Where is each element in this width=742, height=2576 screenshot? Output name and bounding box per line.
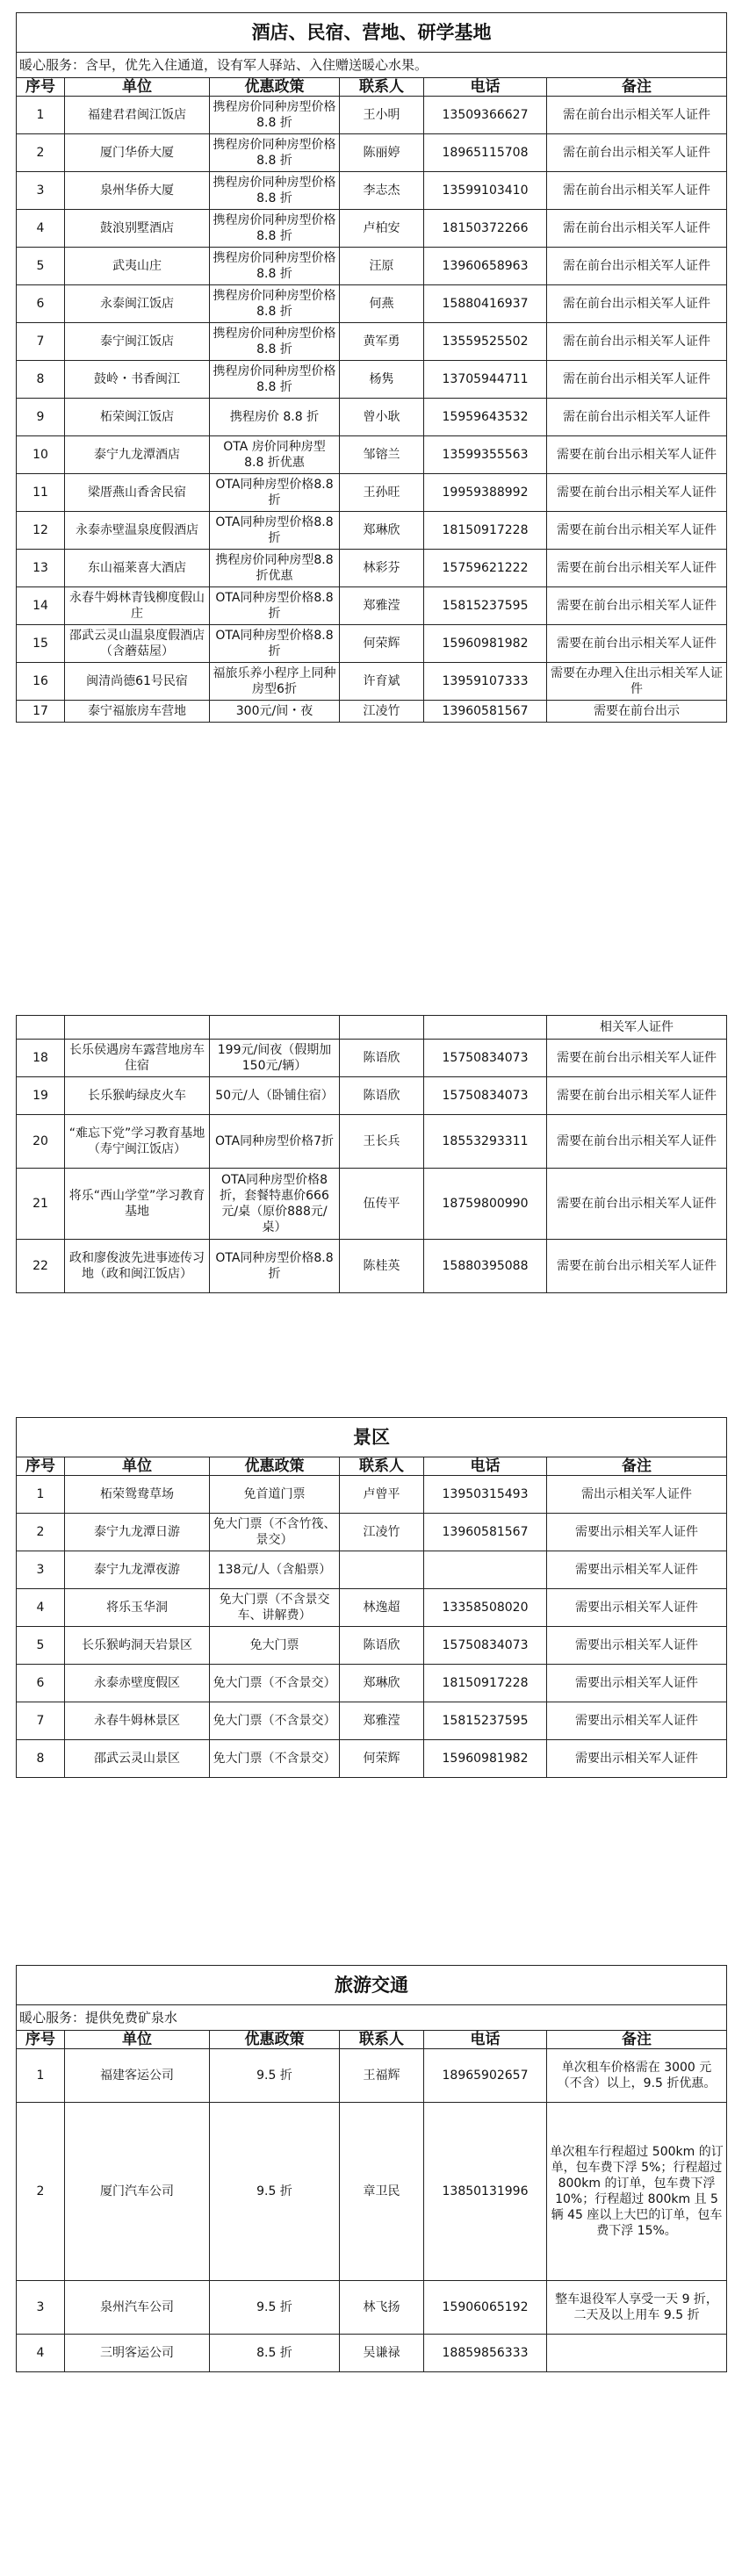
phone-cell: 15880416937 bbox=[424, 285, 547, 323]
remark-cell: 需要在前台出示相关军人证件 bbox=[547, 512, 727, 550]
phone-cell: 13960658963 bbox=[424, 248, 547, 285]
index-cell: 5 bbox=[17, 1627, 65, 1665]
policy-cell: 携程房价同种房型价格 8.8 折 bbox=[210, 248, 340, 285]
scenic-table bbox=[16, 1417, 727, 1778]
scenic-header-row bbox=[17, 1457, 727, 1476]
col-header-phone: 电话 bbox=[424, 78, 547, 97]
table-row bbox=[17, 550, 727, 587]
policy-cell: 携程房价同种房型价格 8.8 折 bbox=[210, 210, 340, 248]
index-cell: 7 bbox=[17, 323, 65, 361]
index-cell: 18 bbox=[17, 1040, 65, 1077]
hotels-title: 酒店、民宿、营地、研学基地 bbox=[17, 13, 727, 53]
remark-cell bbox=[547, 2335, 727, 2372]
index-cell: 2 bbox=[17, 1514, 65, 1551]
policy-cell: OTA同种房型价格8.8折 bbox=[210, 512, 340, 550]
remark-cell: 需在前台出示相关军人证件 bbox=[547, 399, 727, 436]
table-row bbox=[17, 1514, 727, 1551]
table-row bbox=[17, 399, 727, 436]
unit-cell: 将乐“西山学堂”学习教育基地 bbox=[65, 1169, 210, 1240]
phone-cell: 15750834073 bbox=[424, 1077, 547, 1115]
policy-cell: 50元/人（卧铺住宿） bbox=[210, 1077, 340, 1115]
continued-remark-cell: 相关军人证件 bbox=[547, 1016, 727, 1040]
phone-cell: 13559525502 bbox=[424, 323, 547, 361]
index-cell: 5 bbox=[17, 248, 65, 285]
remark-cell: 需要在前台出示相关军人证件 bbox=[547, 1169, 727, 1240]
col-header-remark: 备注 bbox=[547, 2031, 727, 2049]
index-cell: 2 bbox=[17, 2103, 65, 2281]
table-row bbox=[17, 436, 727, 474]
unit-cell: 泰宁福旅房车营地 bbox=[65, 701, 210, 723]
unit-cell: 厦门华侨大厦 bbox=[65, 134, 210, 172]
phone-cell: 13850131996 bbox=[424, 2103, 547, 2281]
remark-cell: 需要在前台出示相关军人证件 bbox=[547, 436, 727, 474]
index-cell: 21 bbox=[17, 1169, 65, 1240]
phone-cell: 13509366627 bbox=[424, 97, 547, 134]
unit-cell: 柘荣鸳鸯草场 bbox=[65, 1476, 210, 1514]
table-row bbox=[17, 1740, 727, 1778]
remark-cell: 需在前台出示相关军人证件 bbox=[547, 134, 727, 172]
table-row bbox=[17, 1589, 727, 1627]
phone-cell: 15959643532 bbox=[424, 399, 547, 436]
col-header-index: 序号 bbox=[17, 78, 65, 97]
phone-cell: 15815237595 bbox=[424, 587, 547, 625]
contact-cell: 汪原 bbox=[340, 248, 424, 285]
unit-cell: 政和廖俊波先进事迹传习地（政和闽江饭店） bbox=[65, 1240, 210, 1293]
phone-cell: 15750834073 bbox=[424, 1040, 547, 1077]
remark-cell: 整车退役军人享受一天 9 折，二天及以上用车 9.5 折 bbox=[547, 2281, 727, 2335]
col-header-remark: 备注 bbox=[547, 1457, 727, 1476]
contact-cell: 吴谦禄 bbox=[340, 2335, 424, 2372]
policy-cell: OTA同种房型价格8.8折 bbox=[210, 1240, 340, 1293]
remark-cell: 需要在前台出示相关军人证件 bbox=[547, 1040, 727, 1077]
index-cell: 1 bbox=[17, 2049, 65, 2103]
phone-cell: 15880395088 bbox=[424, 1240, 547, 1293]
hotels-table-continued bbox=[16, 1015, 727, 1293]
unit-cell: 闽清尚德61号民宿 bbox=[65, 663, 210, 701]
policy-cell: OTA同种房型价格8.8折 bbox=[210, 474, 340, 512]
policy-cell: OTA同种房型价格7折 bbox=[210, 1115, 340, 1169]
col-header-unit: 单位 bbox=[65, 78, 210, 97]
index-cell: 7 bbox=[17, 1702, 65, 1740]
index-cell: 17 bbox=[17, 701, 65, 723]
contact-cell: 江凌竹 bbox=[340, 701, 424, 723]
remark-cell: 需要出示相关军人证件 bbox=[547, 1702, 727, 1740]
policy-cell: 138元/人（含船票） bbox=[210, 1551, 340, 1589]
index-cell: 1 bbox=[17, 97, 65, 134]
phone-cell: 15759621222 bbox=[424, 550, 547, 587]
hotels-note: 暖心服务：含早，优先入住通道，设有军人驿站、入住赠送暖心水果。 bbox=[17, 53, 727, 78]
index-cell: 15 bbox=[17, 625, 65, 663]
col-header-phone: 电话 bbox=[424, 2031, 547, 2049]
transport-title: 旅游交通 bbox=[17, 1966, 727, 2005]
contact-cell: 章卫民 bbox=[340, 2103, 424, 2281]
index-cell: 10 bbox=[17, 436, 65, 474]
policy-cell: OTA同种房型价格8折，套餐特惠价666元/桌（原价888元/桌） bbox=[210, 1169, 340, 1240]
remark-cell: 需在前台出示相关军人证件 bbox=[547, 323, 727, 361]
unit-cell: 永泰赤壁度假区 bbox=[65, 1665, 210, 1702]
policy-cell: 携程房价 8.8 折 bbox=[210, 399, 340, 436]
unit-cell: 福建客运公司 bbox=[65, 2049, 210, 2103]
policy-cell: 福旅乐养小程序上同种房型6折 bbox=[210, 663, 340, 701]
phone-cell: 15815237595 bbox=[424, 1702, 547, 1740]
unit-cell: 东山福莱喜大酒店 bbox=[65, 550, 210, 587]
policy-cell: 免大门票（不含景交） bbox=[210, 1740, 340, 1778]
contact-cell: 何荣辉 bbox=[340, 1740, 424, 1778]
index-cell: 6 bbox=[17, 285, 65, 323]
table-row bbox=[17, 1016, 727, 1040]
unit-cell: 长乐猴屿绿皮火车 bbox=[65, 1077, 210, 1115]
col-header-contact: 联系人 bbox=[340, 2031, 424, 2049]
unit-cell: 泉州华侨大厦 bbox=[65, 172, 210, 210]
table-row bbox=[17, 172, 727, 210]
remark-cell: 需要在前台出示相关军人证件 bbox=[547, 1115, 727, 1169]
remark-cell: 需要在前台出示相关军人证件 bbox=[547, 550, 727, 587]
table-row bbox=[17, 1040, 727, 1077]
index-cell: 4 bbox=[17, 1589, 65, 1627]
unit-cell: 梁厝燕山香舍民宿 bbox=[65, 474, 210, 512]
contact-cell: 杨隽 bbox=[340, 361, 424, 399]
contact-cell: 王福辉 bbox=[340, 2049, 424, 2103]
remark-cell: 单次租车价格需在 3000 元（不含）以上，9.5 折优惠。 bbox=[547, 2049, 727, 2103]
transport-table bbox=[16, 1965, 727, 2372]
index-cell: 20 bbox=[17, 1115, 65, 1169]
contact-cell: 伍传平 bbox=[340, 1169, 424, 1240]
scenic-title: 景区 bbox=[17, 1418, 727, 1457]
policy-cell: 199元/间夜（假期加150元/辆） bbox=[210, 1040, 340, 1077]
contact-cell: 王孙旺 bbox=[340, 474, 424, 512]
policy-cell: 300元/间・夜 bbox=[210, 701, 340, 723]
policy-cell: 9.5 折 bbox=[210, 2103, 340, 2281]
col-header-index: 序号 bbox=[17, 2031, 65, 2049]
index-cell: 22 bbox=[17, 1240, 65, 1293]
remark-cell: 需要出示相关军人证件 bbox=[547, 1551, 727, 1589]
table-row bbox=[17, 474, 727, 512]
phone-cell: 13959107333 bbox=[424, 663, 547, 701]
phone-cell: 18150917228 bbox=[424, 512, 547, 550]
contact-cell: 郑雅滢 bbox=[340, 587, 424, 625]
unit-cell: 福建君君闽江饭店 bbox=[65, 97, 210, 134]
phone-cell bbox=[424, 1551, 547, 1589]
remark-cell: 需要出示相关军人证件 bbox=[547, 1589, 727, 1627]
policy-cell: 免大门票（不含景交） bbox=[210, 1702, 340, 1740]
phone-cell: 13599355563 bbox=[424, 436, 547, 474]
col-header-unit: 单位 bbox=[65, 1457, 210, 1476]
remark-cell: 需要在前台出示相关军人证件 bbox=[547, 587, 727, 625]
index-cell: 3 bbox=[17, 2281, 65, 2335]
remark-cell: 需在前台出示相关军人证件 bbox=[547, 97, 727, 134]
policy-cell: OTA同种房型价格8.8折 bbox=[210, 587, 340, 625]
remark-cell: 需在前台出示相关军人证件 bbox=[547, 210, 727, 248]
remark-cell: 需要在办理入住出示相关军人证件 bbox=[547, 663, 727, 701]
contact-cell: 林彩芬 bbox=[340, 550, 424, 587]
remark-cell: 需要出示相关军人证件 bbox=[547, 1665, 727, 1702]
index-cell: 4 bbox=[17, 210, 65, 248]
policy-cell: 携程房价同种房型价格 8.8 折 bbox=[210, 285, 340, 323]
index-cell: 2 bbox=[17, 134, 65, 172]
unit-cell: 永泰赤壁温泉度假酒店 bbox=[65, 512, 210, 550]
phone-cell: 18965115708 bbox=[424, 134, 547, 172]
table-row bbox=[17, 1627, 727, 1665]
remark-cell: 需出示相关军人证件 bbox=[547, 1476, 727, 1514]
table-row bbox=[17, 2049, 727, 2103]
index-cell: 8 bbox=[17, 1740, 65, 1778]
index-cell: 14 bbox=[17, 587, 65, 625]
contact-cell: 何燕 bbox=[340, 285, 424, 323]
policy-cell: 9.5 折 bbox=[210, 2049, 340, 2103]
table-row bbox=[17, 323, 727, 361]
col-header-policy: 优惠政策 bbox=[210, 78, 340, 97]
phone-cell: 18150372266 bbox=[424, 210, 547, 248]
contact-cell: 卢曾平 bbox=[340, 1476, 424, 1514]
table-row bbox=[17, 587, 727, 625]
index-cell: 12 bbox=[17, 512, 65, 550]
unit-cell: 邵武云灵山景区 bbox=[65, 1740, 210, 1778]
table-row bbox=[17, 2281, 727, 2335]
contact-cell: 陈语欣 bbox=[340, 1040, 424, 1077]
hotels-table bbox=[16, 12, 727, 723]
table-row bbox=[17, 361, 727, 399]
table-row bbox=[17, 1702, 727, 1740]
unit-cell: 长乐猴屿洞天岩景区 bbox=[65, 1627, 210, 1665]
phone-cell: 13599103410 bbox=[424, 172, 547, 210]
phone-cell: 15906065192 bbox=[424, 2281, 547, 2335]
phone-cell: 18759800990 bbox=[424, 1169, 547, 1240]
col-header-contact: 联系人 bbox=[340, 1457, 424, 1476]
policy-cell: OTA同种房型价格8.8折 bbox=[210, 625, 340, 663]
transport-header-row bbox=[17, 2031, 727, 2049]
table-row bbox=[17, 285, 727, 323]
remark-cell: 需在前台出示相关军人证件 bbox=[547, 248, 727, 285]
phone-cell: 18150917228 bbox=[424, 1665, 547, 1702]
index-cell: 3 bbox=[17, 1551, 65, 1589]
contact-cell: 李志杰 bbox=[340, 172, 424, 210]
table-row bbox=[17, 1169, 727, 1240]
col-header-policy: 优惠政策 bbox=[210, 1457, 340, 1476]
col-header-phone: 电话 bbox=[424, 1457, 547, 1476]
unit-cell: “难忘下党”学习教育基地（寿宁闽江饭店） bbox=[65, 1115, 210, 1169]
contact-cell: 王长兵 bbox=[340, 1115, 424, 1169]
unit-cell: 泰宁闽江饭店 bbox=[65, 323, 210, 361]
unit-cell: 鼓岭・书香闽江 bbox=[65, 361, 210, 399]
table-row bbox=[17, 1476, 727, 1514]
phone-cell: 15750834073 bbox=[424, 1627, 547, 1665]
unit-cell: 鼓浪别墅酒店 bbox=[65, 210, 210, 248]
unit-cell: 柘荣闽江饭店 bbox=[65, 399, 210, 436]
phone-cell: 15960981982 bbox=[424, 625, 547, 663]
contact-cell: 林逸超 bbox=[340, 1589, 424, 1627]
index-cell: 11 bbox=[17, 474, 65, 512]
policy-cell: 免大门票 bbox=[210, 1627, 340, 1665]
unit-cell: 泰宁九龙潭酒店 bbox=[65, 436, 210, 474]
contact-cell: 黄军勇 bbox=[340, 323, 424, 361]
policy-cell: 免大门票（不含竹筏、景交） bbox=[210, 1514, 340, 1551]
remark-cell: 需在前台出示相关军人证件 bbox=[547, 285, 727, 323]
contact-cell: 陈桂英 bbox=[340, 1240, 424, 1293]
contact-cell: 郑琳欣 bbox=[340, 512, 424, 550]
policy-cell: 携程房价同种房型价格 8.8 折 bbox=[210, 323, 340, 361]
table-row bbox=[17, 2335, 727, 2372]
unit-cell: 邵武云灵山温泉度假酒店（含蘑菇屋） bbox=[65, 625, 210, 663]
contact-cell: 江凌竹 bbox=[340, 1514, 424, 1551]
policy-cell: 8.5 折 bbox=[210, 2335, 340, 2372]
hotels-header-row bbox=[17, 78, 727, 97]
contact-cell: 陈语欣 bbox=[340, 1077, 424, 1115]
index-cell: 9 bbox=[17, 399, 65, 436]
unit-cell: 将乐玉华洞 bbox=[65, 1589, 210, 1627]
table-row bbox=[17, 1665, 727, 1702]
policy-cell: 携程房价同种房型价格 8.8 折 bbox=[210, 134, 340, 172]
table-row bbox=[17, 2103, 727, 2281]
remark-cell: 单次租车行程超过 500km 的订单，包车费下浮 5%；行程超过 800km 的订单，包车费下浮 10%；行程超过 800km 且 5 辆 45 座以上大巴的订单，包车费下浮 15%。 bbox=[547, 2103, 727, 2281]
remark-cell: 需要在前台出示 bbox=[547, 701, 727, 723]
contact-cell: 郑琳欣 bbox=[340, 1665, 424, 1702]
table-row bbox=[17, 1115, 727, 1169]
contact-cell: 陈语欣 bbox=[340, 1627, 424, 1665]
contact-cell: 林飞扬 bbox=[340, 2281, 424, 2335]
phone-cell: 13358508020 bbox=[424, 1589, 547, 1627]
contact-cell: 郑雅滢 bbox=[340, 1702, 424, 1740]
index-cell: 16 bbox=[17, 663, 65, 701]
phone-cell: 18859856333 bbox=[424, 2335, 547, 2372]
contact-cell: 许育斌 bbox=[340, 663, 424, 701]
table-row bbox=[17, 210, 727, 248]
policy-cell: 携程房价同种房型价格 8.8 折 bbox=[210, 97, 340, 134]
contact-cell: 曾小耿 bbox=[340, 399, 424, 436]
remark-cell: 需在前台出示相关军人证件 bbox=[547, 172, 727, 210]
col-header-index: 序号 bbox=[17, 1457, 65, 1476]
phone-cell: 13960581567 bbox=[424, 701, 547, 723]
index-cell: 8 bbox=[17, 361, 65, 399]
table-row bbox=[17, 1551, 727, 1589]
unit-cell: 武夷山庄 bbox=[65, 248, 210, 285]
contact-cell: 陈丽婷 bbox=[340, 134, 424, 172]
contact-cell: 何荣辉 bbox=[340, 625, 424, 663]
phone-cell: 13950315493 bbox=[424, 1476, 547, 1514]
policy-cell: 携程房价同种房型8.8折优惠 bbox=[210, 550, 340, 587]
unit-cell: 永春牛姆林青钱柳度假山庄 bbox=[65, 587, 210, 625]
table-row bbox=[17, 248, 727, 285]
remark-cell: 需要在前台出示相关军人证件 bbox=[547, 1240, 727, 1293]
unit-cell: 永春牛姆林景区 bbox=[65, 1702, 210, 1740]
remark-cell: 需在前台出示相关军人证件 bbox=[547, 361, 727, 399]
remark-cell: 需要在前台出示相关军人证件 bbox=[547, 625, 727, 663]
policy-cell: 携程房价同种房型价格 8.8 折 bbox=[210, 361, 340, 399]
col-header-policy: 优惠政策 bbox=[210, 2031, 340, 2049]
phone-cell: 19959388992 bbox=[424, 474, 547, 512]
col-header-remark: 备注 bbox=[547, 78, 727, 97]
remark-cell: 需要在前台出示相关军人证件 bbox=[547, 1077, 727, 1115]
table-row bbox=[17, 134, 727, 172]
unit-cell: 泰宁九龙潭日游 bbox=[65, 1514, 210, 1551]
remark-cell: 需要在前台出示相关军人证件 bbox=[547, 474, 727, 512]
index-cell: 1 bbox=[17, 1476, 65, 1514]
table-row bbox=[17, 625, 727, 663]
index-cell: 3 bbox=[17, 172, 65, 210]
index-cell: 6 bbox=[17, 1665, 65, 1702]
phone-cell: 15960981982 bbox=[424, 1740, 547, 1778]
unit-cell: 长乐侯遇房车露营地房车住宿 bbox=[65, 1040, 210, 1077]
policy-cell: 携程房价同种房型价格 8.8 折 bbox=[210, 172, 340, 210]
policy-cell: OTA 房价同种房型 8.8 折优惠 bbox=[210, 436, 340, 474]
col-header-unit: 单位 bbox=[65, 2031, 210, 2049]
policy-cell: 免首道门票 bbox=[210, 1476, 340, 1514]
contact-cell: 卢柏安 bbox=[340, 210, 424, 248]
table-row bbox=[17, 97, 727, 134]
unit-cell: 泰宁九龙潭夜游 bbox=[65, 1551, 210, 1589]
table-row bbox=[17, 663, 727, 701]
unit-cell: 泉州汽车公司 bbox=[65, 2281, 210, 2335]
col-header-contact: 联系人 bbox=[340, 78, 424, 97]
index-cell: 13 bbox=[17, 550, 65, 587]
unit-cell: 三明客运公司 bbox=[65, 2335, 210, 2372]
unit-cell: 永泰闽江饭店 bbox=[65, 285, 210, 323]
policy-cell: 9.5 折 bbox=[210, 2281, 340, 2335]
table-row bbox=[17, 1077, 727, 1115]
index-cell: 19 bbox=[17, 1077, 65, 1115]
contact-cell bbox=[340, 1551, 424, 1589]
table-row bbox=[17, 701, 727, 723]
unit-cell: 厦门汽车公司 bbox=[65, 2103, 210, 2281]
phone-cell: 13960581567 bbox=[424, 1514, 547, 1551]
contact-cell: 邹镕兰 bbox=[340, 436, 424, 474]
contact-cell: 王小明 bbox=[340, 97, 424, 134]
remark-cell: 需要出示相关军人证件 bbox=[547, 1514, 727, 1551]
phone-cell: 18553293311 bbox=[424, 1115, 547, 1169]
policy-cell: 免大门票（不含景交） bbox=[210, 1665, 340, 1702]
phone-cell: 13705944711 bbox=[424, 361, 547, 399]
policy-cell: 免大门票（不含景交车、讲解费） bbox=[210, 1589, 340, 1627]
remark-cell: 需要出示相关军人证件 bbox=[547, 1740, 727, 1778]
phone-cell: 18965902657 bbox=[424, 2049, 547, 2103]
transport-note: 暖心服务：提供免费矿泉水 bbox=[17, 2005, 727, 2031]
remark-cell: 需要出示相关军人证件 bbox=[547, 1627, 727, 1665]
table-row bbox=[17, 512, 727, 550]
table-row bbox=[17, 1240, 727, 1293]
index-cell: 4 bbox=[17, 2335, 65, 2372]
